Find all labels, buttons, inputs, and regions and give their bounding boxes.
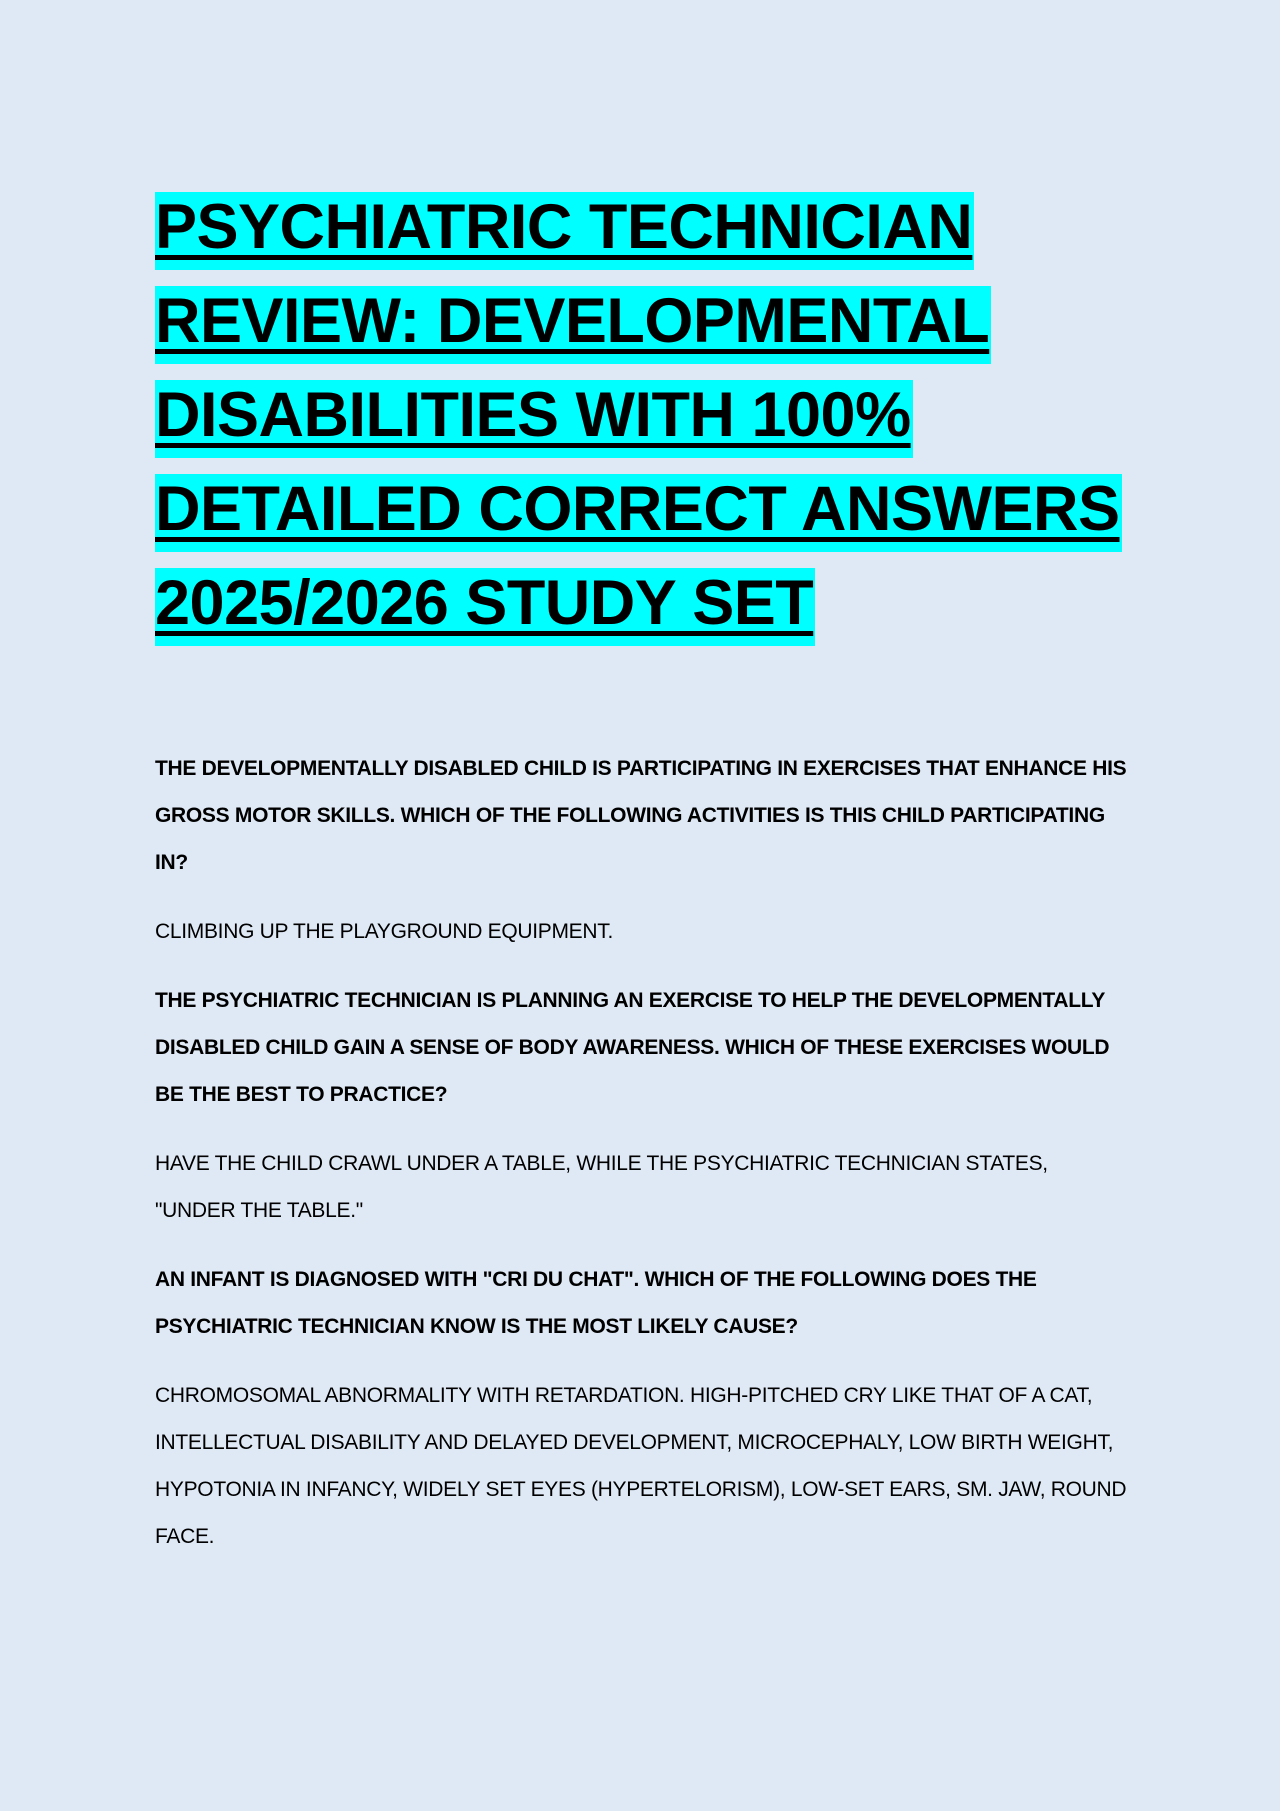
question-text: AN INFANT IS DIAGNOSED WITH "CRI DU CHAT". WHICH OF THE FOLLOWING DOES THE PSYCHIATRIC TECHNICIAN KNOW IS THE MOST LIKELY CAUSE? <box>155 1268 1037 1338</box>
question-text: THE PSYCHIATRIC TECHNICIAN IS PLANNING AN EXERCISE TO HELP THE DEVELOPMENTALLY DISABLED CHILD GAIN A SENSE OF BODY AWARENESS. WHICH OF THESE EXERCISES WOULD BE THE BEST TO PRACTICE? <box>155 989 1110 1106</box>
title-line: PSYCHIATRIC TECHNICIAN <box>155 180 1130 274</box>
question-answer-list <box>155 745 1130 1560</box>
document-title <box>155 180 1130 650</box>
title-line: 2025/2026 STUDY SET <box>155 556 1130 650</box>
answer-text: HAVE THE CHILD CRAWL UNDER A TABLE, WHILE THE PSYCHIATRIC TECHNICIAN STATES, "UNDER THE TABLE." <box>155 1152 1048 1222</box>
answer-text: CLIMBING UP THE PLAYGROUND EQUIPMENT. <box>155 920 613 943</box>
title-line: REVIEW: DEVELOPMENTAL <box>155 274 1130 368</box>
question-text: THE DEVELOPMENTALLY DISABLED CHILD IS PARTICIPATING IN EXERCISES THAT ENHANCE HIS GROSS MOTOR SKILLS. WHICH OF THE FOLLOWING ACTIVITIES IS THIS CHILD PARTICIPATING IN? <box>155 757 1127 874</box>
answer-text: CHROMOSOMAL ABNORMALITY WITH RETARDATION. HIGH-PITCHED CRY LIKE THAT OF A CAT, INTELLECTUAL DISABILITY AND DELAYED DEVELOPMENT, MICROCEPHALY, LOW BIRTH WEIGHT, HYPOTONIA IN INFANCY, WIDELY SET EYES (HYPERTELORISM), LOW-SET EARS, SM. JAW, ROUND FACE. <box>155 1384 1127 1548</box>
title-line: DISABILITIES WITH 100% <box>155 368 1130 462</box>
title-line: DETAILED CORRECT ANSWERS <box>155 462 1130 556</box>
